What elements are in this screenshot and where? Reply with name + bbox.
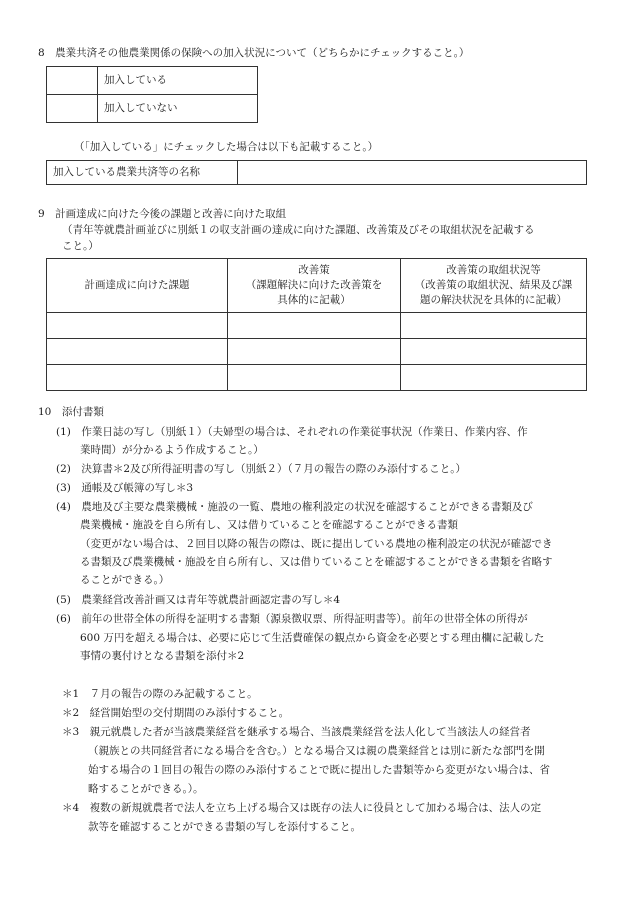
- attachment-6-line3: 事情の裏付けとなる書類を添付＊2: [80, 650, 245, 662]
- attachment-4-line2: 農業機械・施設を自ら所有し、又は借りていることを確認することができる書類: [80, 519, 458, 531]
- col-header-issues: 計画達成に向けた課題: [47, 259, 228, 313]
- option-enrolled-label: 加入している: [98, 67, 258, 95]
- improvement-table: [46, 258, 587, 391]
- section-10-heading: 10 添付書類: [38, 406, 104, 418]
- section-9-heading: 9 計画達成に向けた今後の課題と改善に向けた取組: [38, 208, 287, 220]
- attachment-1-line1: (1) 作業日誌の写し（別紙１）（夫婦型の場合は、それぞれの作業従事状況（作業日、作業内容、作: [56, 426, 528, 438]
- attachment-1-line2: 業時間）が分かるよう作成すること。）: [80, 444, 264, 456]
- footnote-2: ＊2 経営開始型の交付期間のみ添付すること。: [62, 707, 290, 719]
- insurance-name-field[interactable]: [238, 161, 587, 185]
- col-header-progress-line3: 題の解決状況を具体的に記載）: [420, 294, 567, 307]
- attachment-3: (3) 通帳及び帳簿の写し＊3: [56, 482, 194, 494]
- table-row: [47, 365, 587, 391]
- insurance-name-label: 加入している農業共済等の名称: [47, 161, 238, 185]
- section-9-note-line2: こと。）: [62, 240, 99, 252]
- checkbox-not-enrolled[interactable]: [47, 95, 98, 123]
- footnote-4-line2: 款等を確認することができる書類の写しを添付すること。: [88, 821, 361, 833]
- attachment-6-line1: (6) 前年の世帯全体の所得を証明する書類（源泉徴収票、所得証明書等）。前年の世帯全体の所得が: [56, 613, 528, 625]
- section-8-heading: 8 農業共済その他農業関係の保険への加入状況について（どちらかにチェックすること。）: [38, 47, 470, 59]
- footnote-3-line3: 始する場合の１回目の報告の際のみ添付することで既に提出した書類等から変更がない場合は、省: [88, 764, 550, 776]
- checkbox-enrolled[interactable]: [47, 67, 98, 95]
- col-header-measures-line1: 改善策: [298, 263, 330, 276]
- option-not-enrolled-label: 加入していない: [98, 95, 258, 123]
- attachment-6-line2: 600 万円を超える場合は、必要に応じて生活費確保の観点から資金を必要とする理由欄に記載した: [80, 632, 545, 644]
- section-8-note: （「加入している」にチェックした場合は以下も記載すること。）: [74, 141, 379, 153]
- attachment-2: (2) 決算書＊2及び所得証明書の写し（別紙２）（７月の報告の際のみ添付すること。）: [56, 463, 467, 475]
- col-header-measures: [228, 259, 401, 313]
- attachment-4-line3: （変更がない場合は、２回目以降の報告の際は、既に提出している農地の権利設定の状況が確認でき: [80, 538, 553, 550]
- footnote-1: ＊1 ７月の報告の際のみ記載すること。: [62, 688, 258, 700]
- attachment-5: (5) 農業経営改善計画又は青年等就農計画認定書の写し＊4: [56, 594, 341, 606]
- insurance-checkbox-table: [46, 66, 258, 123]
- attachment-4-line4: る書類及び農業機械・施設を自ら所有し、又は借りていることを確認することができる書類を省略す: [80, 556, 553, 568]
- table-cell-progress[interactable]: [401, 365, 587, 391]
- footnote-3-line1: ＊3 親元就農した者が当該農業経営を継承する場合、当該農業経営を法人化して当該法人の経営者: [62, 726, 531, 738]
- section-9-note-line1: （青年等就農計画並びに別紙１の収支計画の達成に向けた課題、改善策及びその取組状況を記載する: [62, 224, 535, 236]
- table-cell-issue[interactable]: [47, 313, 228, 339]
- col-header-measures-line2: （課題解決に向けた改善策を: [245, 278, 383, 291]
- insurance-name-table: [46, 160, 587, 185]
- col-header-progress-line2: （改善策の取組状況、結果及び課: [414, 278, 573, 291]
- table-cell-measure[interactable]: [228, 313, 401, 339]
- table-row: [47, 339, 587, 365]
- table-cell-issue[interactable]: [47, 339, 228, 365]
- table-cell-issue[interactable]: [47, 365, 228, 391]
- table-cell-measure[interactable]: [228, 339, 401, 365]
- col-header-measures-line3: 具体的に記載）: [277, 294, 351, 307]
- col-header-progress-line1: 改善策の取組状況等: [446, 263, 541, 276]
- col-header-progress: [401, 259, 587, 313]
- table-row: [47, 313, 587, 339]
- attachment-4-line5: ることができる。）: [80, 574, 170, 586]
- table-cell-progress[interactable]: [401, 313, 587, 339]
- footnote-3-line2: （親族との共同経営者になる場合を含む。）となる場合又は親の農業経営とは別に新たな部門を開: [88, 745, 545, 757]
- table-cell-progress[interactable]: [401, 339, 587, 365]
- table-cell-measure[interactable]: [228, 365, 401, 391]
- footnote-4-line1: ＊4 複数の新規就農者で法人を立ち上げる場合又は既存の法人に役員として加わる場合は、法人の定: [62, 802, 542, 814]
- footnote-3-line4: 略することができる。）。: [88, 783, 204, 795]
- attachment-4-line1: (4) 農地及び主要な農業機械・施設の一覧、農地の権利設定の状況を確認することができる書類及び: [56, 501, 533, 513]
